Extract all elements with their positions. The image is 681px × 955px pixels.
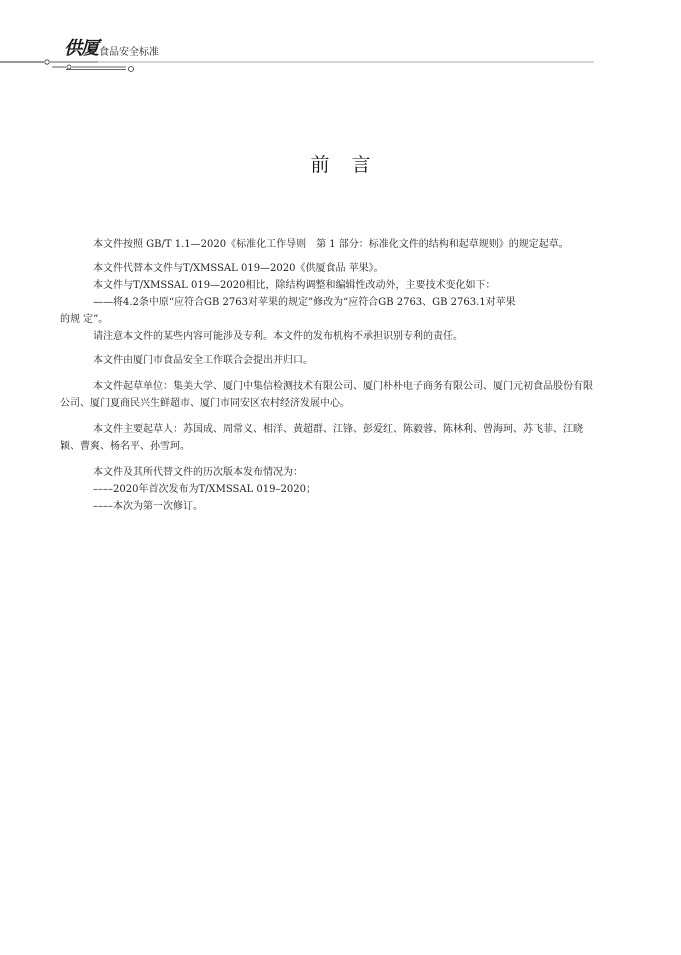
page-title: 前言 <box>310 154 393 176</box>
paragraph-drafting-rule: 本文件按照 GB/T 1.1—2020《标准化工作导则 第 1 部分：标准化文件的结构和起草规则》的规定起草。 <box>93 239 569 250</box>
paragraph-changes-intro: 本文件与T/XMSSAL 019—2020相比，除结构调整和编辑性改动外，主要技术变化如下： <box>93 280 496 291</box>
paragraph-drafting-units: 本文件起草单位：集美大学、厦门中集信检测技术有限公司、厦门朴朴电子商务有限公司、厦门元初食品股份有限公司、厦门夏商民兴生鲜超市、厦门市同安区农村经济发展中心。 <box>60 381 593 409</box>
paragraph-change-item-cont: 的规 定”。 <box>60 314 109 325</box>
header-decoration-lines <box>0 52 681 76</box>
paragraph-replaces: 本文件代替本文件与T/XMSSAL 019—2020《供厦食品 苹果》。 <box>93 263 384 274</box>
paragraph-drafters: 本文件主要起草人：苏国成、周常义、相洋、黄超群、江锋、彭爱红、陈毅蓉、陈林利、曾海珂、苏飞菲、江晓颖、曹爽、杨名平、孙雪珂。 <box>60 424 583 452</box>
paragraph-proposer: 本文件由厦门市食品安全工作联合会提出并归口。 <box>93 355 313 366</box>
paragraph-history-2: ––––本次为第一次修订。 <box>93 501 203 512</box>
paragraph-history-1: ––––2020年首次发布为T/XMSSAL 019–2020； <box>93 484 316 495</box>
paragraph-history-intro: 本文件及其所代替文件的历次版本发布情况为： <box>93 467 303 478</box>
paragraph-patent-notice: 请注意本文件的某些内容可能涉及专利。本文件的发布机构不承担识别专利的责任。 <box>93 331 463 342</box>
page-header <box>0 0 681 80</box>
foreword-body <box>60 236 595 515</box>
paragraph-change-item: ——将4.2条中原“应符合GB 2763对苹果的规定”修改为“应符合GB 2763、GB 2763.1对苹果 <box>93 297 516 308</box>
brand-subtitle: 食品安全标准 <box>99 47 159 58</box>
brand-logo: 供厦 <box>64 38 98 59</box>
